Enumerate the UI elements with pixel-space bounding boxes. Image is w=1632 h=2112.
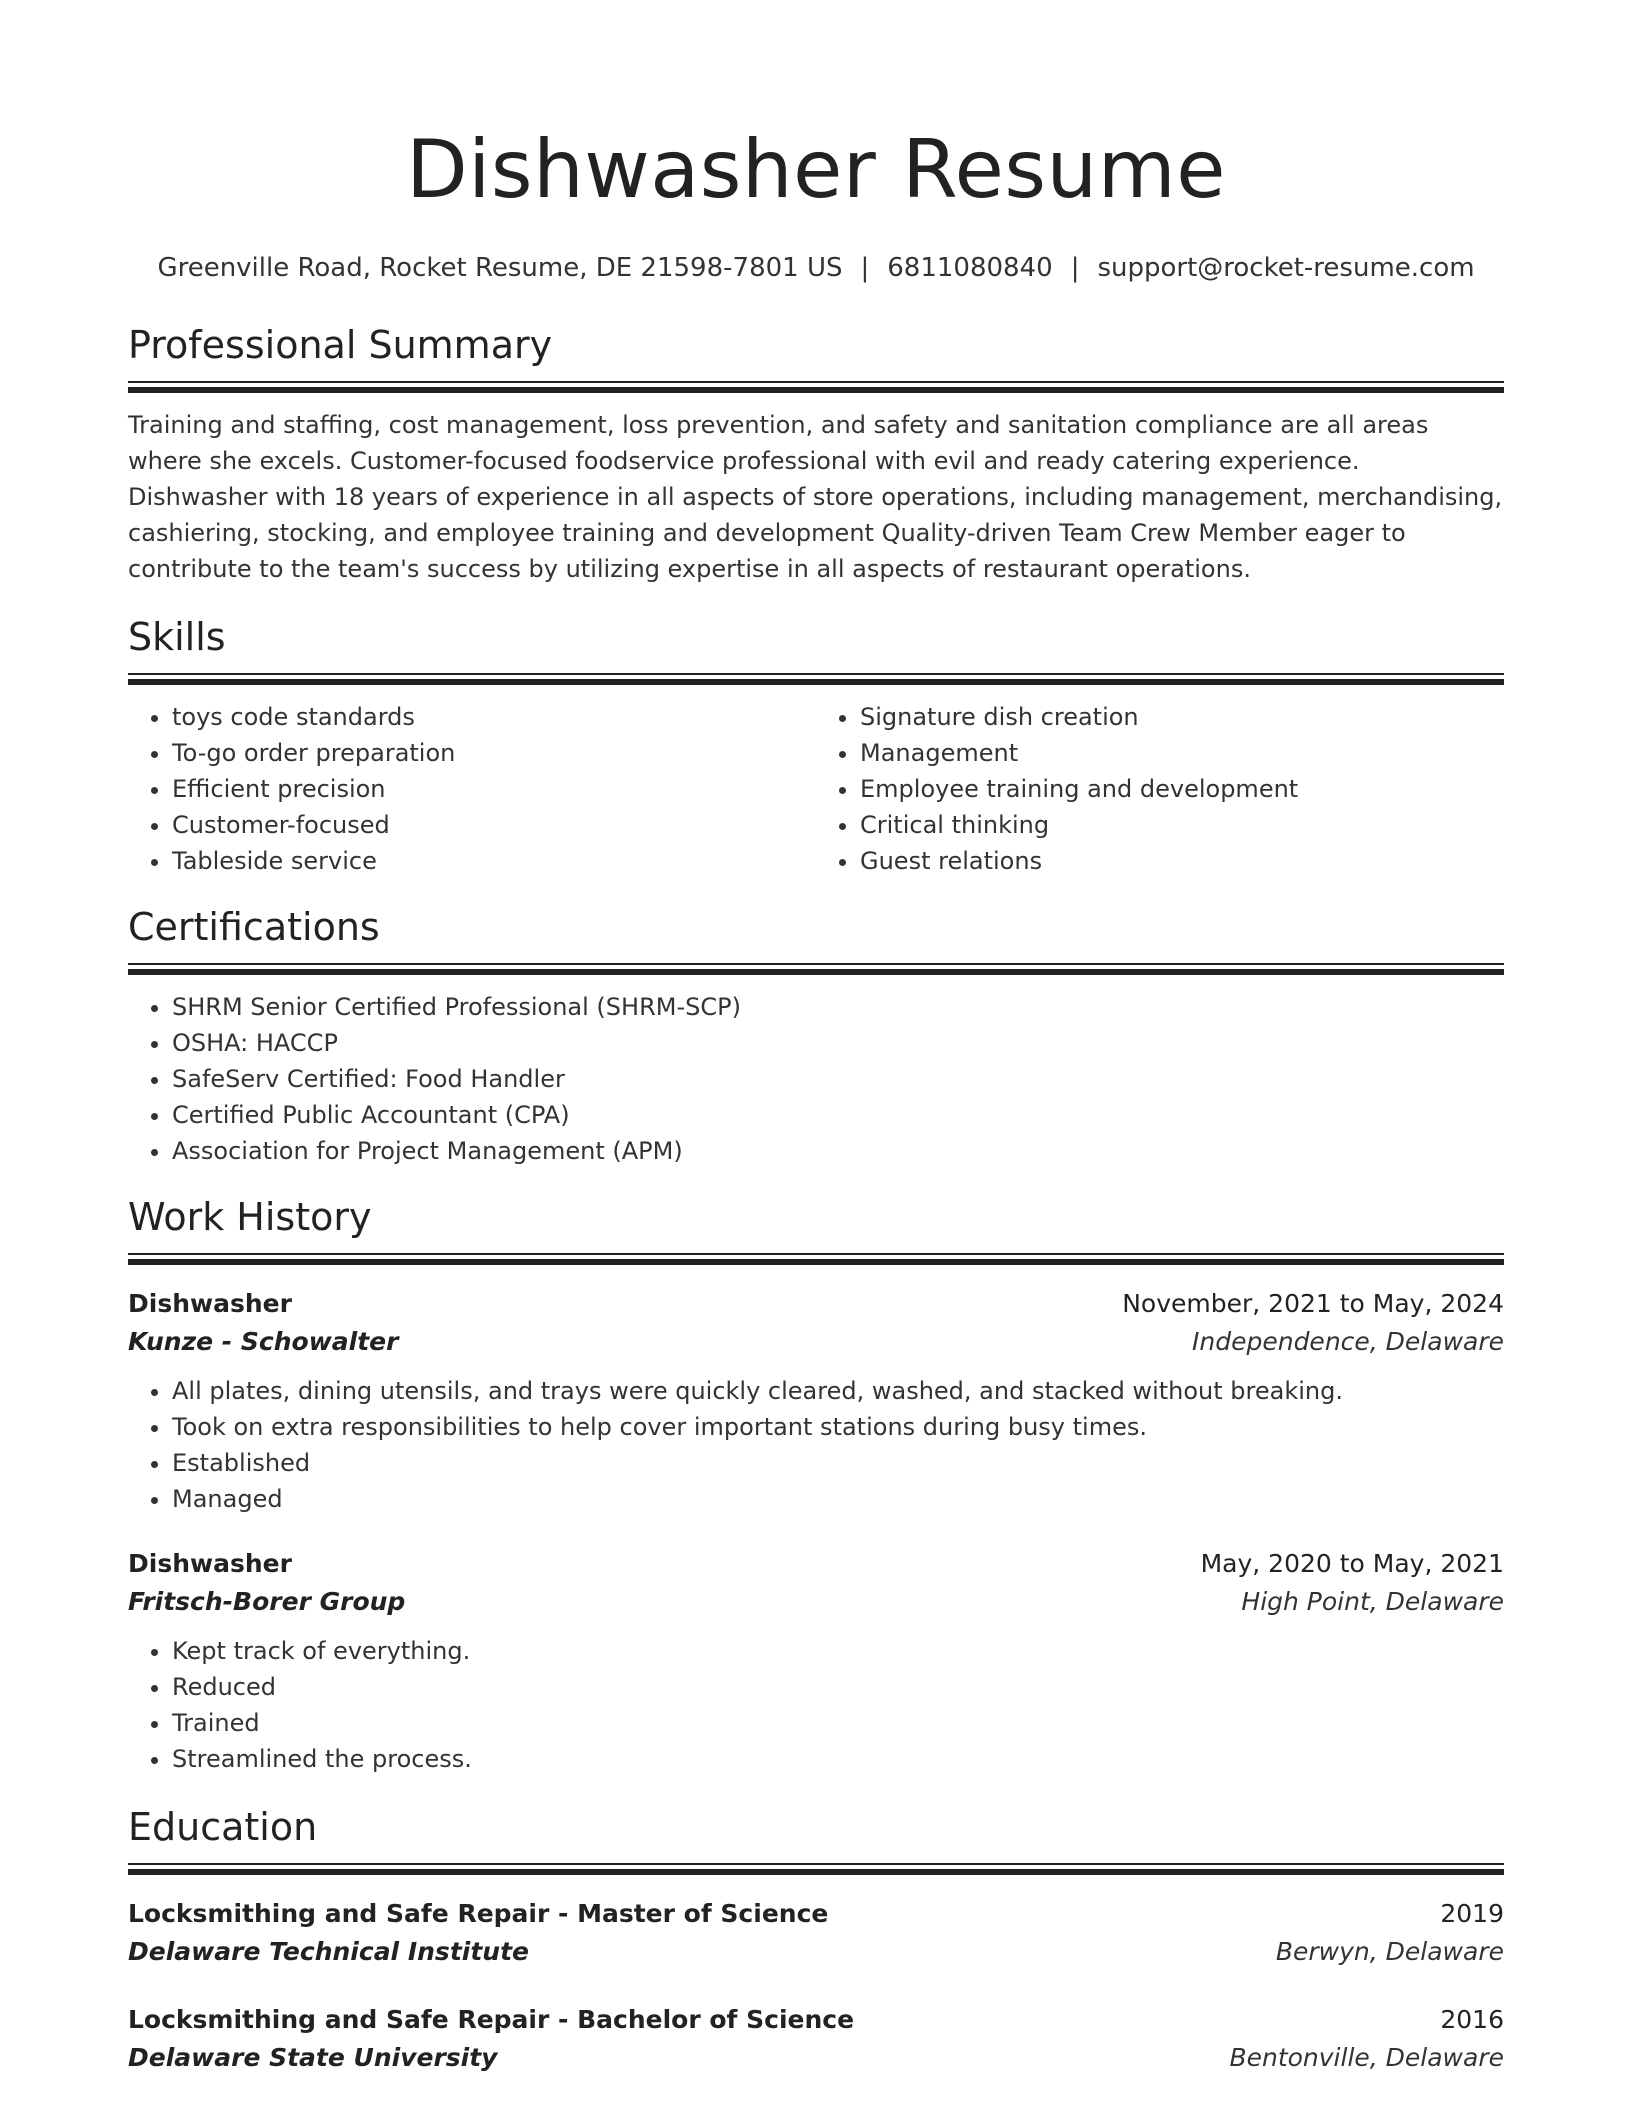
job-entry — [128, 1545, 1504, 1777]
section-divider — [128, 1253, 1504, 1267]
job-dates: November, 2021 to May, 2024 — [1122, 1289, 1504, 1318]
job-bullet: • Kept track of everything. — [172, 1633, 1504, 1669]
education-entry — [128, 1895, 1504, 1971]
skill-item: • Efficient precision — [172, 771, 816, 807]
education-location: Bentonville, Delaware — [1229, 2043, 1504, 2072]
education-school: Delaware Technical Institute — [128, 1937, 529, 1966]
job-bullet: • Established — [172, 1445, 1504, 1481]
skill-item: • Signature dish creation — [860, 699, 1504, 735]
education-year: 2016 — [1440, 2005, 1504, 2034]
certification-item: • Association for Project Management (APM) — [172, 1133, 1504, 1169]
phone: 6811080840 — [887, 253, 1053, 283]
job-bullets — [128, 1633, 1504, 1777]
job-bullet: • Managed — [172, 1481, 1504, 1517]
skill-item: • Tableside service — [172, 843, 816, 879]
certifications-list — [128, 989, 1504, 1169]
section-title: Professional Summary — [128, 323, 553, 367]
certifications-section — [128, 901, 1504, 1169]
section-title: Certifications — [128, 905, 380, 949]
section-divider — [128, 381, 1504, 395]
job-bullets — [128, 1373, 1504, 1517]
resume-title: Dishwasher Resume — [406, 123, 1226, 216]
section-title: Education — [128, 1805, 318, 1849]
email-link[interactable]: support@rocket-resume.com — [1097, 253, 1475, 283]
skill-item: • Management — [860, 735, 1504, 771]
job-dates: May, 2020 to May, 2021 — [1200, 1549, 1504, 1578]
education-section — [128, 1801, 1504, 2077]
section-title: Work History — [128, 1195, 372, 1239]
job-location: Independence, Delaware — [1192, 1327, 1504, 1356]
skill-item: • Guest relations — [860, 843, 1504, 879]
job-bullet: • Trained — [172, 1705, 1504, 1741]
skill-item: • To-go order preparation — [172, 735, 816, 771]
skills-list-right — [816, 699, 1504, 879]
job-bullet: • Streamlined the process. — [172, 1741, 1504, 1777]
contact-separator: | — [860, 253, 870, 283]
certification-item: • OSHA: HACCP — [172, 1025, 1504, 1061]
summary-text: Training and staffing, cost management, loss prevention, and safety and sanitation compliance are all areas where she excels. Customer-focused foodservice professional with evil and ready catering experience. Dishwasher with 18 years of experience in all aspects of store operations, including management, merchandising, cashiering, stocking, and employee training and development Quality-driven Team Crew Member eager to contribute to the team's success by utilizing expertise in all aspects of restaurant operations. — [128, 411, 1503, 583]
job-company: Kunze - Schowalter — [128, 1327, 399, 1356]
education-school: Delaware State University — [128, 2043, 498, 2072]
skills-columns — [128, 687, 1504, 879]
job-location: High Point, Delaware — [1241, 1587, 1504, 1616]
job-bullet: • Reduced — [172, 1669, 1504, 1705]
work-history-section — [128, 1191, 1504, 1777]
education-degree: Locksmithing and Safe Repair - Master of Science — [128, 1899, 829, 1928]
job-entry — [128, 1285, 1504, 1517]
job-role: Dishwasher — [128, 1289, 292, 1318]
job-company: Fritsch-Borer Group — [128, 1587, 406, 1616]
skill-item: • Employee training and development — [860, 771, 1504, 807]
certification-item: • Certified Public Accountant (CPA) — [172, 1097, 1504, 1133]
education-degree: Locksmithing and Safe Repair - Bachelor of Science — [128, 2005, 855, 2034]
education-year: 2019 — [1440, 1899, 1504, 1928]
certification-item: • SHRM Senior Certified Professional (SHRM-SCP) — [172, 989, 1504, 1025]
skills-list-left — [128, 699, 816, 879]
skill-item: • Customer-focused — [172, 807, 816, 843]
education-location: Berwyn, Delaware — [1275, 1937, 1504, 1966]
skill-item: • toys code standards — [172, 699, 816, 735]
job-bullet: • All plates, dining utensils, and trays were quickly cleared, washed, and stacked without breaking. — [172, 1373, 1504, 1409]
section-divider — [128, 963, 1504, 977]
section-divider — [128, 1863, 1504, 1877]
section-title: Skills — [128, 615, 226, 659]
skill-item: • Critical thinking — [860, 807, 1504, 843]
job-role: Dishwasher — [128, 1549, 292, 1578]
contact-separator: | — [1070, 253, 1080, 283]
contact-line — [128, 250, 1504, 286]
education-entry — [128, 2001, 1504, 2077]
section-divider — [128, 673, 1504, 687]
job-bullet: • Took on extra responsibilities to help cover important stations during busy times. — [172, 1409, 1504, 1445]
address: Greenville Road, Rocket Resume, DE 21598-7801 US — [157, 253, 843, 283]
skills-section — [128, 611, 1504, 879]
summary-section — [128, 319, 1504, 587]
certification-item: • SafeServ Certified: Food Handler — [172, 1061, 1504, 1097]
